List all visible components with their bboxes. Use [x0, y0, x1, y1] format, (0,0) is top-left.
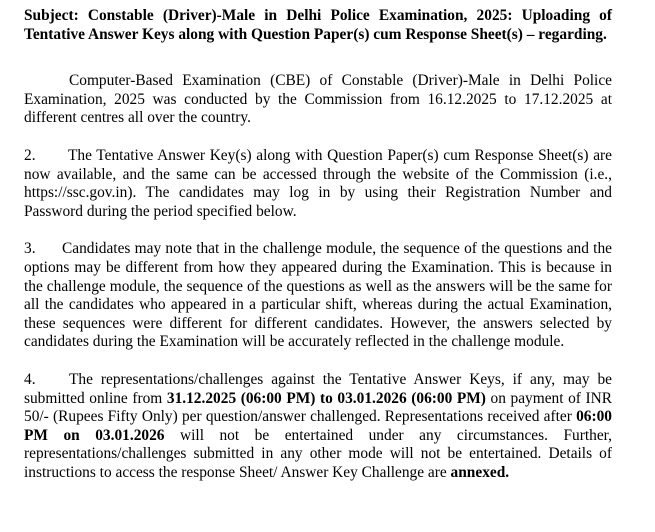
paragraph-2-text: The Tentative Answer Key(s) along with Question Paper(s) cum Response Sheet(s) are now available, and the same can be accessed through the website of the Commission (i.e., https://ssc.gov.in). The candidates may log in by using their Registration Number and Password during the period specified below.: [24, 146, 612, 220]
paragraph-4-text-2: on payment of INR 50/- (Rupees Fifty Only) per question/answer challenged. Representations received after: [24, 389, 613, 426]
challenge-deadline: 06:00 PM on 03.01.2026: [24, 408, 612, 444]
paragraph-4-number: 4.: [24, 370, 36, 388]
paragraph-1: Computer-Based Examination (CBE) of Constable (Driver)-Male in Delhi Police Examination, 2025 was conducted by the Commission from 16.12.2025 to 17.12.2025 at different centres all over the country.: [24, 72, 612, 127]
paragraph-2-number: 2.: [24, 146, 36, 164]
annexed-label: annexed.: [450, 463, 510, 481]
paragraph-4-text-3: will not be entertained under any circumstances. Further, representations/challenges submitted in any other mode will not be entertained. Details of instructions to access the response Sheet/ Answer Key Challenge are: [24, 426, 613, 481]
notice-document: [24, 7, 612, 482]
paragraph-2: [24, 147, 612, 221]
paragraph-3-text: Candidates may note that in the challenge module, the sequence of the questions and the options may be different from how they appeared during the Examination. This is because in the challenge module, the sequence of the questions as well as the answers will be the same for all the candidates who appeared in a particular shift, whereas during the actual Examination, these sequences were different for different candidates. However, the answers selected by candidates during the Examination will be accurately reflected in the challenge module.: [24, 240, 612, 351]
paragraph-3-number: 3.: [24, 240, 36, 258]
subject-heading: Subject: Constable (Driver)-Male in Delhi Police Examination, 2025: Uploading of Tentative Answer Keys along with Question Paper(s) cum Response Sheet(s) – regarding.: [24, 7, 612, 43]
paragraph-3: [24, 240, 612, 352]
challenge-window-dates: 31.12.2025 (06:00 PM) to 03.01.2026 (06:00 PM): [166, 389, 486, 407]
paragraph-4-text-1: The representations/challenges against the Tentative Answer Keys, if any, may be submitted online from: [24, 370, 612, 407]
paragraph-4: [24, 371, 612, 483]
